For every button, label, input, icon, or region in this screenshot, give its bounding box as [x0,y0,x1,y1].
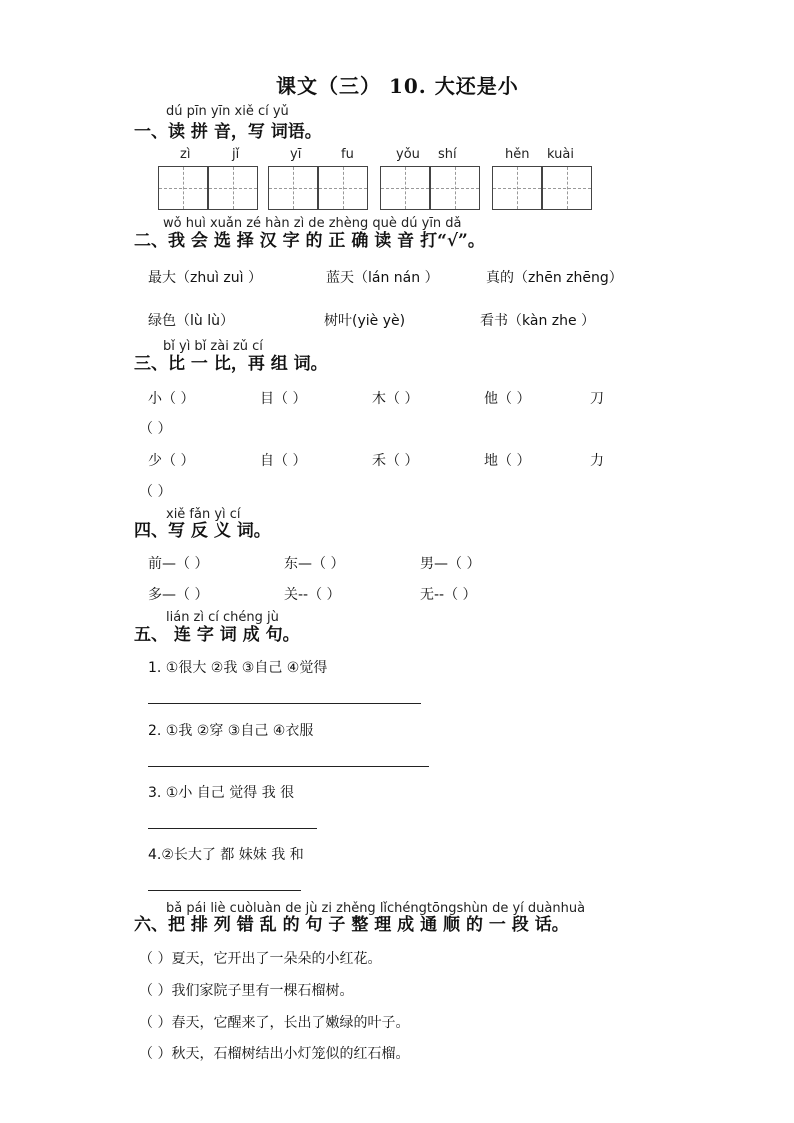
compare-item[interactable]: 目（ ） [260,391,307,407]
section-3-heading: 三、比 一 比，再 组 词。 [134,354,328,374]
antonym-item[interactable]: 无--（ ） [420,587,477,603]
compare-item[interactable]: 木（ ） [372,391,419,407]
grid-pinyin: shí [438,147,457,162]
compare-item[interactable]: 力 [590,453,604,469]
writing-cell[interactable] [492,166,542,210]
section-2-heading: 二、我 会 选 择 汉 字 的 正 确 读 音 打“√”。 [134,231,485,251]
grid-pinyin: jǐ [232,147,240,162]
writing-cell[interactable] [430,166,480,210]
reorder-sentence[interactable]: （ ）春天，它醒来了，长出了嫩绿的叶子。 [139,1015,410,1031]
sentence-words: 2. ①我 ②穿 ③自己 ④衣服 [148,723,314,739]
answer-line[interactable] [148,890,301,891]
pronunciation-item[interactable]: 绿色（lù lù） [148,313,234,329]
pronunciation-item[interactable]: 最大（zhuì zuì ） [148,270,262,286]
compare-item[interactable]: （ ） [139,484,172,500]
writing-cell[interactable] [542,166,592,210]
compare-item[interactable]: 少（ ） [148,453,195,469]
section-5-pinyin: lián zì cí chéng jù [166,610,279,625]
sentence-words: 3. ①小 自己 觉得 我 很 [148,785,295,801]
section-5-heading: 五、 连 字 词 成 句。 [134,625,300,645]
grid-pinyin: fu [341,147,354,162]
pronunciation-item[interactable]: 真的（zhēn zhēng） [486,270,623,286]
grid-pinyin: hěn [505,147,530,162]
sentence-words: 4.②长大了 都 妹妹 我 和 [148,847,304,863]
antonym-item[interactable]: 多—（ ） [148,587,209,603]
antonym-item[interactable]: 男—（ ） [420,556,481,572]
section-1-pinyin: dú pīn yīn xiě cí yǔ [166,104,289,119]
section-6-pinyin: bǎ pái liè cuòluàn de jù zi zhěng lǐchéngtōngshùn de yí duànhuà [166,901,586,916]
answer-line[interactable] [148,766,429,767]
writing-cell[interactable] [158,166,208,210]
sentence-words: 1. ①很大 ②我 ③自己 ④觉得 [148,660,328,676]
compare-item[interactable]: 自（ ） [260,453,307,469]
compare-item[interactable]: 小（ ） [148,391,195,407]
grid-pinyin: yī [290,147,302,162]
section-3-pinyin: bǐ yì bǐ zài zǔ cí [163,339,263,354]
answer-line[interactable] [148,828,317,829]
writing-cell[interactable] [380,166,430,210]
section-4-heading: 四、写 反 义 词。 [134,521,271,541]
section-4-pinyin: xiě fǎn yì cí [166,507,241,522]
section-1-heading: 一、读 拼 音，写 词语。 [134,122,322,142]
compare-item[interactable]: 刀 [590,391,604,407]
antonym-item[interactable]: 东—（ ） [284,556,345,572]
writing-cell[interactable] [208,166,258,210]
grid-pinyin: yǒu [396,147,420,162]
compare-item[interactable]: 地（ ） [484,453,531,469]
section-6-heading: 六、把 排 列 错 乱 的 句 子 整 理 成 通 顺 的 一 段 话。 [134,915,569,935]
page-title: 课文（三） 10. 大还是小 [276,74,519,98]
answer-line[interactable] [148,703,421,704]
pronunciation-item[interactable]: 树叶(yiè yè) [324,313,406,329]
antonym-item[interactable]: 前—（ ） [148,556,209,572]
antonym-item[interactable]: 关--（ ） [284,587,341,603]
grid-pinyin: kuài [547,147,574,162]
reorder-sentence[interactable]: （ ）秋天，石榴树结出小灯笼似的红石榴。 [139,1046,410,1062]
compare-item[interactable]: 禾（ ） [372,453,419,469]
pronunciation-item[interactable]: 蓝天（lán nán ） [326,270,439,286]
grid-pinyin: zì [180,147,191,162]
writing-cell[interactable] [268,166,318,210]
reorder-sentence[interactable]: （ ）我们家院子里有一棵石榴树。 [139,983,354,999]
compare-item[interactable]: 他（ ） [484,391,531,407]
reorder-sentence[interactable]: （ ）夏天，它开出了一朵朵的小红花。 [139,951,382,967]
compare-item[interactable]: （ ） [139,421,172,437]
section-2-pinyin: wǒ huì xuǎn zé hàn zì de zhèng què dú yīn dǎ [163,216,462,231]
pronunciation-item[interactable]: 看书（kàn zhe ） [480,313,596,329]
writing-cell[interactable] [318,166,368,210]
